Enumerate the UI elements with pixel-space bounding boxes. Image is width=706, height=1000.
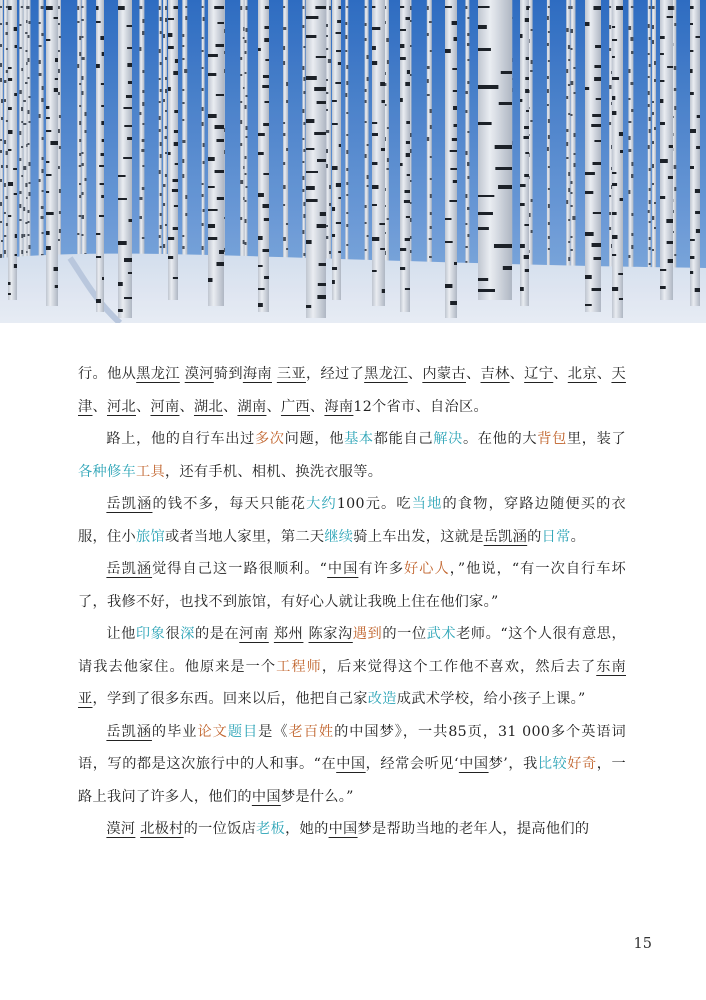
text-run: 是《 — [258, 723, 289, 740]
text-run: 骑上车出发，这就是 — [353, 528, 484, 545]
proper-noun: 天津 — [78, 366, 626, 415]
vocab-word: 老板 — [256, 821, 286, 837]
text-run: 、 — [135, 398, 151, 415]
text-run: 的是在 — [194, 626, 240, 642]
text-run: 、 — [179, 398, 194, 415]
proper-noun: 中国 — [336, 756, 366, 772]
proper-noun: 北极村 — [140, 821, 184, 837]
text-run: ，经过了 — [305, 366, 365, 382]
text-run: 的 — [527, 528, 542, 545]
proper-noun: 中国 — [458, 756, 489, 772]
text-run: ，一路上我问了许多人，他们的 — [78, 756, 626, 805]
text-run: 都能自己 — [373, 431, 434, 447]
paragraph — [78, 488, 626, 553]
proper-noun: 郑州 — [273, 626, 304, 642]
text-run: 100元。吃 — [336, 496, 412, 512]
vocab-word: 工程师 — [276, 658, 322, 675]
vocab-word: 好心人 — [404, 561, 450, 577]
text-run: ，学到了很多东西。回来以后，他把自己家 — [92, 691, 368, 707]
proper-noun: 漠河 — [106, 821, 136, 837]
proper-noun: 岳凯涵 — [106, 496, 153, 512]
text-run: 梦是什么。” — [280, 788, 354, 805]
paragraph — [78, 358, 626, 423]
text-run: 的一位 — [382, 626, 427, 642]
paragraph — [78, 813, 626, 846]
vocab-word: 日常 — [541, 528, 571, 545]
text-run: 成武术学校，给小孩子上课。” — [396, 691, 586, 707]
vocab-word: 武术 — [426, 626, 457, 642]
proper-noun: 东南亚 — [78, 658, 626, 707]
vocab-word: 题目 — [227, 723, 259, 740]
text-run: 、 — [92, 398, 107, 415]
proper-noun: 北京 — [567, 366, 597, 382]
proper-noun: 中国 — [328, 821, 358, 837]
text-run: 的一位饭店 — [183, 821, 257, 837]
text-run: ，经常会听见‘ — [365, 756, 459, 772]
text-run: 里，装了 — [566, 431, 626, 447]
proper-noun: 陈家沟 — [308, 626, 353, 642]
text-run: 的钱不多，每天只能花 — [152, 496, 307, 512]
text-run: 12个省市、自治区。 — [353, 398, 488, 415]
proper-noun: 广西 — [280, 398, 310, 415]
proper-noun: 辽宁 — [524, 366, 554, 382]
vocab-word: 旅馆 — [135, 528, 165, 545]
vocab-word: 多次 — [254, 431, 285, 447]
text-run: ，后来觉得这个工作他不喜欢，然后去了 — [321, 658, 597, 675]
text-run: 、 — [407, 366, 423, 382]
vocab-word: 好奇 — [567, 756, 597, 772]
vocab-word: 遇到 — [352, 626, 383, 642]
text-run: 、 — [222, 398, 238, 415]
text-run: 梦是帮助当地的老年人，提高他们的 — [357, 821, 590, 837]
text-run: 很 — [165, 626, 181, 642]
paragraph — [78, 553, 626, 618]
vocab-word: 论文 — [197, 723, 228, 740]
paragraph — [78, 716, 626, 814]
text-run: 、 — [309, 398, 325, 415]
proper-noun: 岳凯涵 — [106, 723, 152, 740]
paragraph — [78, 618, 626, 716]
text-run: 老师。“这个人很有意思，请我去他家住。他原来是一个 — [78, 626, 627, 675]
vocab-word: 深 — [180, 626, 195, 642]
proper-noun: 湖南 — [237, 398, 267, 415]
proper-noun: 中国 — [251, 788, 281, 805]
vocab-word: 老百姓 — [288, 723, 335, 740]
text-run: 问题，他 — [284, 431, 345, 447]
text-run: 。 — [570, 528, 586, 545]
proper-noun: 黑龙江 — [364, 366, 408, 382]
vocab-word: 各种修车 — [78, 463, 136, 480]
text-run: 的毕业 — [151, 723, 198, 740]
proper-noun: 河北 — [107, 398, 136, 415]
proper-noun: 黑龙江 — [136, 366, 180, 382]
proper-noun: 吉林 — [480, 366, 510, 382]
proper-noun: 岳凯涵 — [483, 528, 528, 545]
text-run: 让他 — [106, 626, 136, 642]
text-run: 、 — [465, 366, 481, 382]
text-run: 、 — [596, 366, 612, 382]
vocab-word: 当地 — [411, 496, 443, 512]
vocab-word: 工具 — [135, 463, 165, 480]
text-run: 、 — [509, 366, 525, 382]
proper-noun: 湖北 — [193, 398, 223, 415]
text-run: 。在他的大 — [462, 431, 538, 447]
vocab-word: 改造 — [367, 691, 397, 707]
text-run: ，她的 — [285, 821, 329, 837]
text-run: 或者当地人家里，第二天 — [164, 528, 325, 545]
text-run: 、 — [553, 366, 568, 382]
paragraph — [78, 423, 626, 488]
proper-noun: 内蒙古 — [422, 366, 466, 382]
text-run: 、 — [266, 398, 281, 415]
birch-forest-photo — [0, 0, 706, 323]
text-run: 的中国梦》，一共85页，31 000多个英语词语，写的都是这次旅行中的人和事。“在 — [78, 723, 627, 772]
text-run: 行。他从 — [78, 366, 137, 382]
vocab-word: 解决 — [433, 431, 463, 447]
vocab-word: 基本 — [344, 431, 374, 447]
proper-noun: 海南 — [324, 398, 354, 415]
proper-noun: 三亚 — [276, 366, 306, 382]
text-run: 路上，他的自行车出过 — [106, 431, 255, 447]
text-run: 觉得自己这一路很顺利。“ — [152, 561, 328, 577]
proper-noun: 海南 — [242, 366, 272, 382]
text-run: 梦’，我 — [488, 756, 538, 772]
text-run: ，”他说，“有一次自行车坏了，我修不好，也找不到旅馆，有好心人就让我晚上住在他们家。” — [78, 561, 626, 610]
text-run: 的食物，穿路边随便买的衣服，住小 — [78, 496, 626, 545]
vocab-word: 继续 — [324, 528, 354, 545]
proper-noun: 河南 — [239, 626, 269, 642]
text-run: 有许多 — [358, 561, 405, 577]
vocab-word: 比较 — [537, 756, 568, 772]
proper-noun: 岳凯涵 — [106, 561, 153, 577]
text-run: ，还有手机、相机、换洗衣服等。 — [164, 463, 383, 480]
proper-noun: 漠河 — [184, 366, 214, 382]
article-body — [78, 358, 626, 846]
vocab-word: 背包 — [537, 431, 567, 447]
page-number: 15 — [633, 936, 652, 952]
vocab-word: 印象 — [135, 626, 166, 642]
proper-noun: 河南 — [150, 398, 180, 415]
vocab-word: 大约 — [306, 496, 337, 512]
text-run: 骑到 — [213, 366, 243, 382]
proper-noun: 中国 — [327, 561, 359, 577]
